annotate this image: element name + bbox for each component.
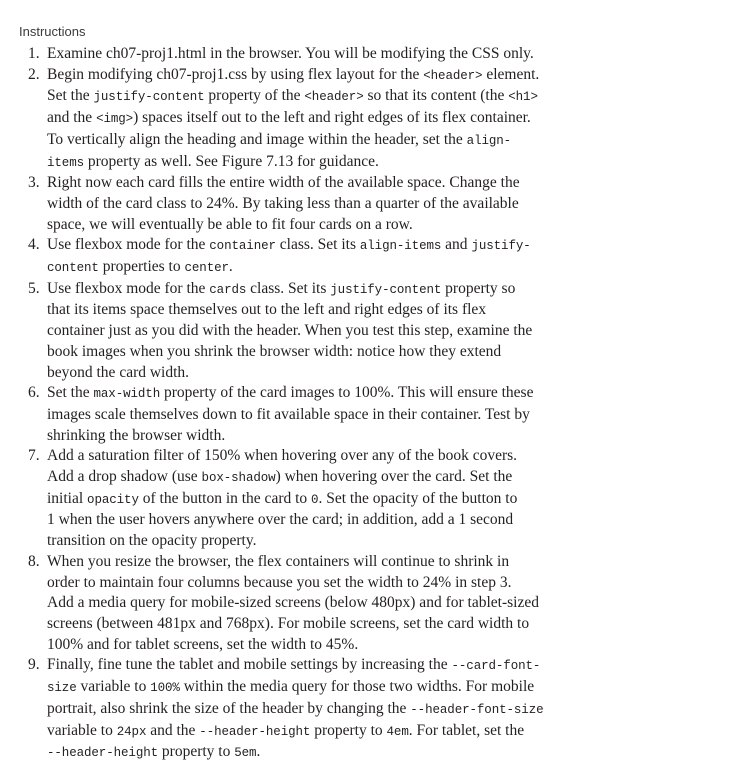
inline-code: 24px xyxy=(116,724,147,739)
inline-code: max-width xyxy=(93,387,161,402)
step-text: Begin modifying ch07-proj1.css by using flex layout for the xyxy=(47,65,424,83)
inline-code: box-shadow xyxy=(201,471,276,486)
inline-code: <header> xyxy=(423,68,483,83)
step-text: element. xyxy=(482,65,540,83)
step-text-line xyxy=(47,510,727,531)
step-text: Set the xyxy=(47,384,94,402)
step-number: 7. xyxy=(28,447,40,465)
step-text-line xyxy=(47,699,727,721)
step-text: . xyxy=(228,258,233,276)
step-text-line xyxy=(47,635,727,656)
step-text: Add a media query for mobile-sized screens (below 480px) and for tablet-sized xyxy=(47,594,539,612)
step-text: order to maintain four columns because you set the width to 24% in step 3. xyxy=(47,573,512,591)
step-text: book images when you shrink the browser width: notice how they extend xyxy=(47,342,502,360)
step-text: Right now each card fills the entire width of the available space. Change the xyxy=(47,174,520,192)
instruction-step xyxy=(19,173,727,235)
instruction-step xyxy=(19,44,727,65)
step-text: ) when hovering over the card. Set the xyxy=(275,468,513,486)
step-text: property as well. See Figure 7.13 for guidance. xyxy=(84,152,379,170)
step-text: Add a saturation filter of 150% when hovering over any of the book covers. xyxy=(47,447,518,465)
instruction-step xyxy=(19,235,727,278)
step-text: Add a drop shadow (use xyxy=(47,468,202,486)
inline-code: container xyxy=(209,239,276,254)
step-text-line xyxy=(47,65,727,87)
step-text-line xyxy=(47,342,727,363)
step-text: property to xyxy=(310,721,387,739)
step-text-line xyxy=(47,194,727,215)
step-text-line xyxy=(47,383,727,405)
step-text: initial xyxy=(47,489,88,507)
step-number: 9. xyxy=(28,656,40,674)
inline-code: opacity xyxy=(87,492,139,507)
step-text: 1 when the user hovers anywhere over the card; in addition, add a 1 second xyxy=(47,511,514,529)
inline-code: size xyxy=(47,681,77,696)
instruction-step xyxy=(19,446,727,552)
step-text-line xyxy=(47,742,727,764)
step-number: 3. xyxy=(28,174,40,192)
step-text: transition on the opacity property. xyxy=(47,532,257,550)
step-text-line xyxy=(47,257,727,279)
step-text: Examine ch07-proj1.html in the browser. You will be modifying the CSS only. xyxy=(47,45,534,62)
step-text-line xyxy=(47,279,727,301)
step-text-line xyxy=(47,130,727,152)
step-text-line xyxy=(47,405,727,426)
instruction-step xyxy=(19,279,727,384)
step-text: When you resize the browser, the flex containers will continue to shrink in xyxy=(47,552,510,570)
step-text: of the button in the card to xyxy=(138,489,312,507)
instruction-step xyxy=(19,383,727,446)
step-text: space, we will eventually be able to fit four cards on a row. xyxy=(47,215,413,233)
step-text-line xyxy=(47,321,727,342)
step-text: . For tablet, set the xyxy=(408,721,525,739)
step-text-line xyxy=(47,300,727,321)
step-text-line xyxy=(47,152,727,174)
inline-code: 5em xyxy=(234,746,257,761)
step-text: class. Set its xyxy=(246,279,331,297)
step-text-line xyxy=(47,489,727,511)
inline-code: 100% xyxy=(150,681,180,696)
step-text: class. Set its xyxy=(275,236,360,254)
step-text: container just as you did with the header. When you test this step, examine the xyxy=(47,322,533,340)
step-text: property so xyxy=(441,279,516,297)
inline-code: <img> xyxy=(96,112,134,127)
step-text-line xyxy=(47,173,727,194)
step-number: 6. xyxy=(28,384,40,402)
step-text: To vertically align the heading and image within the header, set the xyxy=(47,130,467,148)
step-text: within the media query for those two widths. For mobile xyxy=(179,678,535,696)
step-text: variable to xyxy=(76,678,151,696)
step-text: properties to xyxy=(98,258,185,276)
instructions-list xyxy=(19,44,727,764)
step-text: 100% and for tablet screens, set the width to 45%. xyxy=(47,635,359,653)
step-text-line xyxy=(47,721,727,743)
step-text: and the xyxy=(47,109,97,127)
step-text: and the xyxy=(146,721,200,739)
inline-code: align- xyxy=(466,133,512,148)
step-text: beyond the card width. xyxy=(47,363,190,381)
inline-code: justify-content xyxy=(93,90,205,105)
inline-code: content xyxy=(47,261,99,276)
step-number: 5. xyxy=(28,279,40,297)
inline-code: center xyxy=(184,261,229,276)
step-text: property to xyxy=(158,743,235,761)
step-text: width of the card class to 24%. By taking less than a quarter of the available xyxy=(47,194,519,212)
step-number: 4. xyxy=(28,236,40,254)
step-text: ) spaces itself out to the left and right edges of its flex container. xyxy=(133,109,531,127)
step-text-line xyxy=(47,655,727,677)
step-text: . Set the opacity of the button to xyxy=(318,489,518,507)
inline-code: <header> xyxy=(304,90,364,105)
step-text: property of the xyxy=(204,87,305,105)
step-text: screens (between 481px and 768px). For mobile screens, set the card width to xyxy=(47,614,530,632)
step-text-line xyxy=(47,573,727,594)
step-text-line xyxy=(47,215,727,236)
step-text: Use flexbox mode for the xyxy=(47,236,210,254)
inline-code: cards xyxy=(209,282,247,297)
step-text: portrait, also shrink the size of the header by changing the xyxy=(47,699,411,717)
step-text-line xyxy=(47,531,727,552)
instructions-heading: Instructions xyxy=(19,24,86,39)
inline-code: --header-font-size xyxy=(410,702,544,717)
instruction-step xyxy=(19,552,727,656)
inline-code: --header-height xyxy=(199,724,311,739)
step-text-line xyxy=(47,593,727,614)
step-number: 1. xyxy=(28,45,40,62)
inline-code: --card-font- xyxy=(451,659,541,674)
step-text-line xyxy=(47,235,727,257)
inline-code: justify-content xyxy=(330,282,442,297)
inline-code: 0 xyxy=(311,492,319,507)
inline-code: 4em xyxy=(386,724,409,739)
step-text-line xyxy=(47,363,727,384)
step-text: so that its content (the xyxy=(363,87,509,105)
step-number: 2. xyxy=(28,65,40,83)
step-text-line xyxy=(47,44,727,65)
step-text: . xyxy=(256,743,261,761)
step-number: 8. xyxy=(28,552,40,570)
step-text-line xyxy=(47,677,727,699)
inline-code: justify- xyxy=(471,239,531,254)
step-text-line xyxy=(47,467,727,489)
step-text-line xyxy=(47,552,727,573)
instruction-step xyxy=(19,655,727,764)
step-text: property of the card images to 100%. This will ensure these xyxy=(160,384,534,402)
step-text-line xyxy=(47,108,727,130)
step-text-line xyxy=(47,446,727,467)
step-text-line xyxy=(47,426,727,447)
step-text: and xyxy=(441,236,472,254)
step-text-line xyxy=(47,614,727,635)
step-text: Set the xyxy=(47,87,94,105)
step-text: Finally, fine tune the tablet and mobile settings by increasing the xyxy=(47,656,452,674)
step-text: that its items space themselves out to the left and right edges of its flex xyxy=(47,301,487,319)
step-text: shrinking the browser width. xyxy=(47,426,226,444)
inline-code: <h1> xyxy=(508,90,538,105)
step-text: images scale themselves down to fit available space in their container. Test by xyxy=(47,405,530,423)
step-text: Use flexbox mode for the xyxy=(47,279,210,297)
step-text: variable to xyxy=(47,721,117,739)
step-text-line xyxy=(47,86,727,108)
inline-code: --header-height xyxy=(47,746,159,761)
inline-code: align-items xyxy=(359,239,442,254)
instruction-step xyxy=(19,65,727,174)
inline-code: items xyxy=(47,155,85,170)
